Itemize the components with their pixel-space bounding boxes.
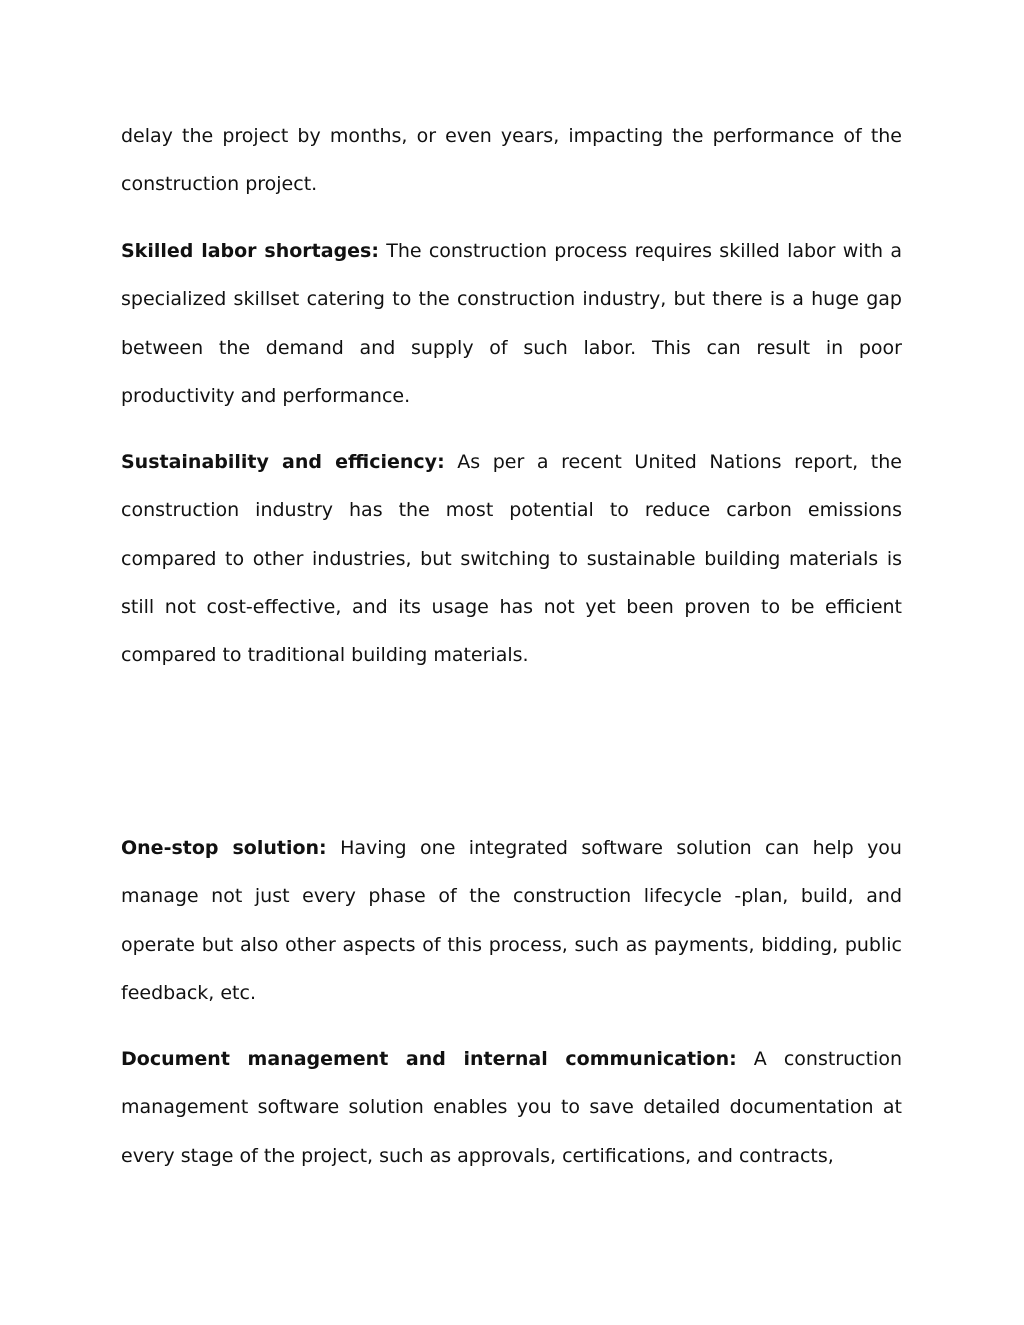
- paragraph-lead: Document management and internal communication:: [121, 1048, 737, 1070]
- paragraph-one-stop-solution: [121, 824, 902, 1017]
- paragraph-text: As per a recent United Nations report, the construction industry has the most potential to reduce carbon emissions compared to other industries, but switching to sustainable building materials is still not cost-effective, and its usage has not yet been proven to be efficient compared to traditional building materials.: [121, 451, 902, 667]
- paragraph-text: Having one integrated software solution can help you manage not just every phase of the construction lifecycle -plan, build, and operate but also other aspects of this process, such as payments, bidding, public feedback, etc.: [121, 837, 902, 1004]
- paragraph-project-delay: [121, 112, 902, 209]
- paragraph-sustainability: [121, 438, 902, 679]
- paragraph-document-management: [121, 1035, 902, 1180]
- paragraph-text: delay the project by months, or even years, impacting the performance of the construction project.: [121, 125, 902, 196]
- paragraph-skilled-labor: [121, 227, 902, 420]
- paragraph-text: A construction management software solution enables you to save detailed documentation at every stage of the project, such as approvals, certifications, and contracts,: [121, 1048, 902, 1167]
- paragraph-lead: Skilled labor shortages:: [121, 240, 379, 262]
- paragraph-text: The construction process requires skilled labor with a specialized skillset catering to the construction industry, but there is a huge gap between the demand and supply of such labor. This can result in poor productivity and performance.: [121, 240, 902, 407]
- paragraph-lead: One-stop solution:: [121, 837, 327, 859]
- paragraph-lead: Sustainability and efficiency:: [121, 451, 445, 473]
